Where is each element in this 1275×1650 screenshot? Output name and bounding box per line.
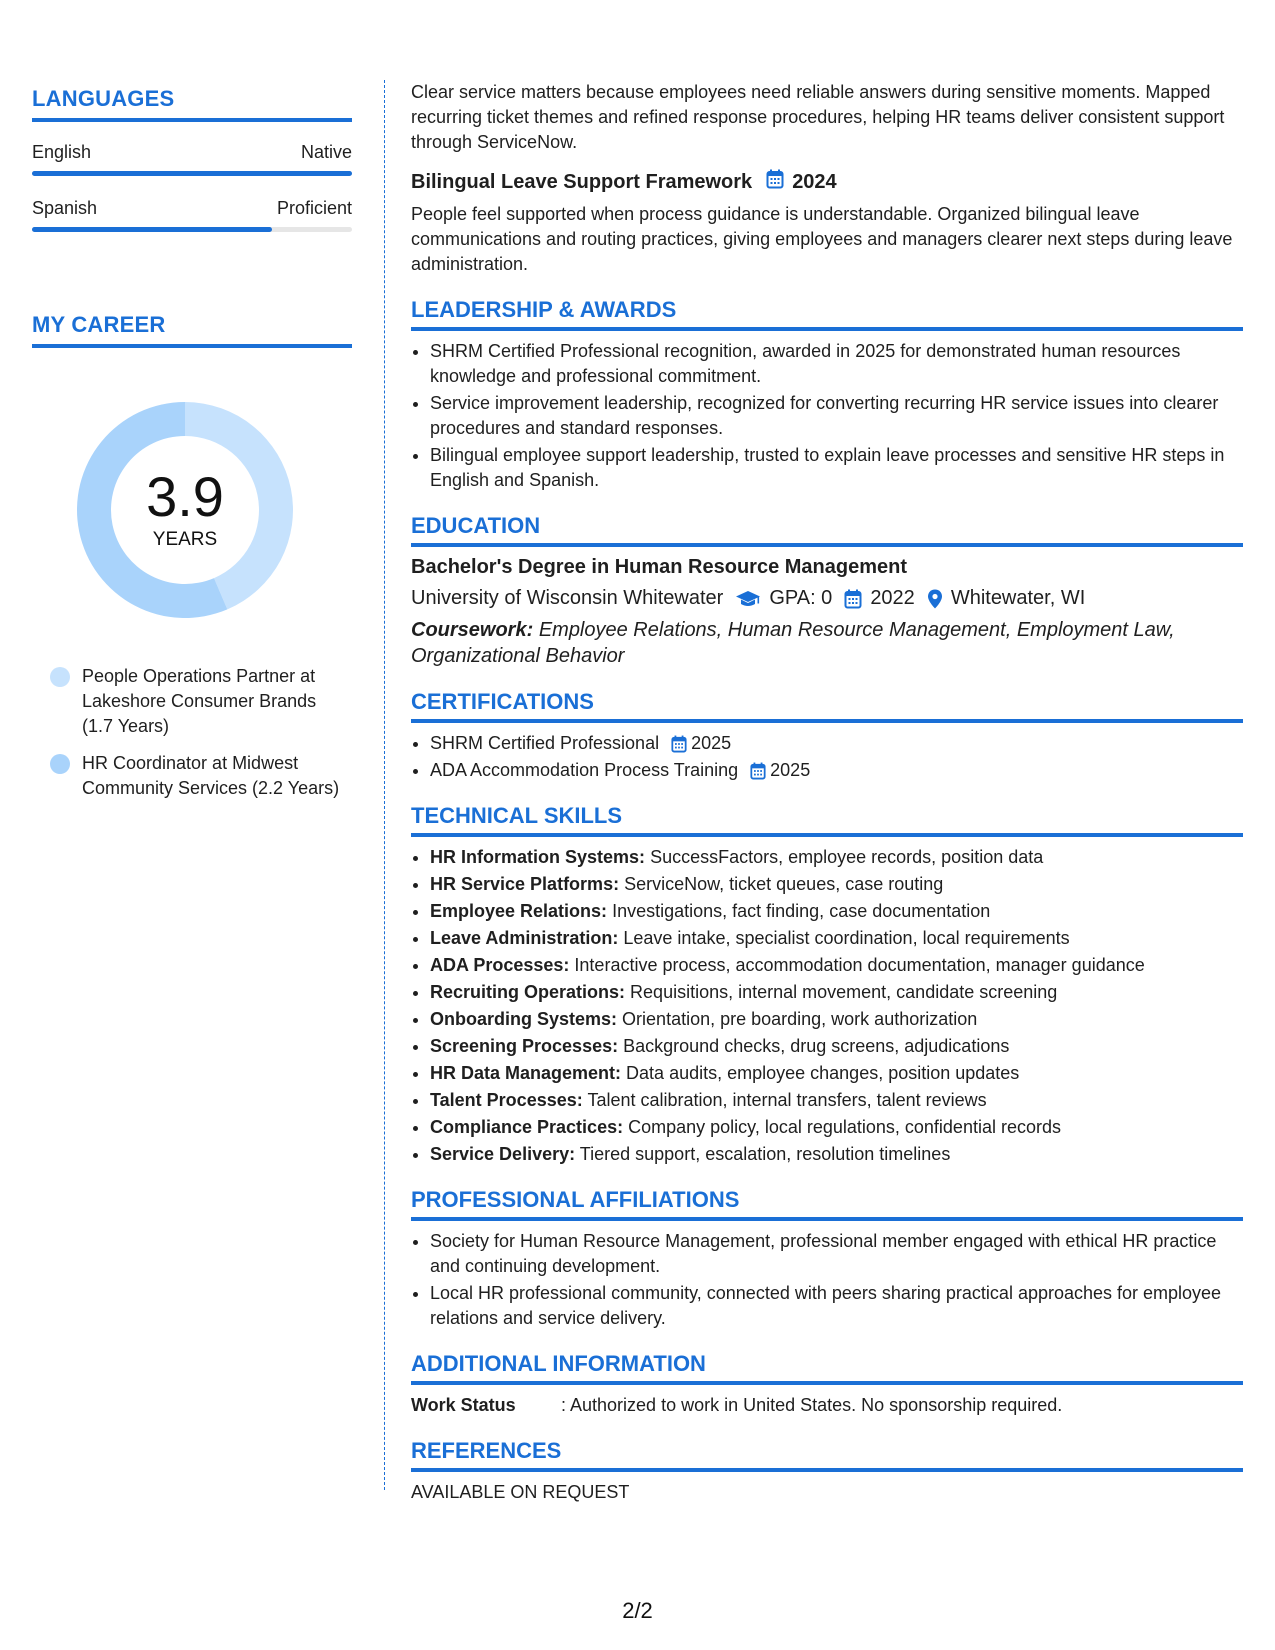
list-item — [430, 758, 1243, 783]
skill-item — [430, 1061, 1243, 1086]
skill-item — [430, 980, 1243, 1005]
legend-dot — [50, 754, 70, 774]
skill-label: Talent Processes: — [430, 1090, 583, 1110]
legend-label: HR Coordinator at Midwest Community Services (2.2 Years) — [82, 753, 340, 798]
skill-label: Employee Relations: — [430, 901, 608, 921]
language-level: Native — [300, 142, 352, 162]
skill-item — [430, 1115, 1243, 1140]
references-text: AVAILABLE ON REQUEST — [411, 1482, 630, 1502]
map-pin-icon — [927, 589, 943, 609]
legend-item — [50, 664, 352, 739]
skill-label: Screening Processes: — [430, 1036, 619, 1056]
list-item: • Service improvement leadership, recognized for converting recurring HR service issues into clearer procedures and standard responses. — [430, 391, 1243, 441]
language-item — [32, 198, 352, 232]
degree: Bachelor's Degree in Human Resource Management — [411, 556, 908, 578]
certification-name: • SHRM Certified Professional — [430, 733, 660, 753]
skill-value: Talent calibration, internal transfers, talent reviews — [587, 1090, 987, 1110]
language-proficiency-fill — [32, 227, 272, 232]
skill-item — [430, 1142, 1243, 1167]
list-item: • Local HR professional community, connected with peers sharing practical approaches for employee relations and service delivery. — [430, 1281, 1243, 1331]
leadership-title: LEADERSHIP & AWARDS — [411, 297, 1243, 331]
page-number: 2/2 — [622, 1598, 653, 1623]
education-title: EDUCATION — [411, 513, 1243, 547]
skill-item — [430, 1007, 1243, 1032]
calendar-icon — [750, 762, 766, 780]
languages-title: LANGUAGES — [32, 86, 352, 122]
certifications-title: CERTIFICATIONS — [411, 689, 1243, 723]
skill-item — [430, 1034, 1243, 1059]
project-title: Bilingual Leave Support Framework — [411, 171, 753, 193]
school-location: Whitewater, WI — [950, 587, 1086, 609]
project-intro: Clear service matters because employees need reliable answers during sensitive moments. Mapped recurring ticket themes and refined response procedures, helping HR teams deliver consistent support through ServiceNow. — [411, 82, 1225, 152]
skill-label: HR Data Management: — [430, 1063, 622, 1083]
certification-name: • ADA Accommodation Process Training — [430, 760, 739, 780]
career-unit: YEARS — [152, 529, 218, 550]
skill-item — [430, 845, 1243, 870]
coursework — [411, 617, 1243, 669]
skill-value: Interactive process, accommodation documentation, manager guidance — [574, 955, 1145, 975]
graduation-year: 2022 — [870, 587, 915, 609]
sidebar — [32, 86, 352, 813]
list-item: • Bilingual employee support leadership, trusted to explain leave processes and sensitive HR steps in English and Spanish. — [430, 443, 1243, 493]
skill-value: Leave intake, specialist coordination, local requirements — [623, 928, 1070, 948]
certification-year: 2025 — [770, 760, 811, 780]
skill-value: Tiered support, escalation, resolution timelines — [579, 1144, 951, 1164]
language-proficiency-bar — [32, 171, 352, 176]
work-status-value: : Authorized to work in United States. No sponsorship required. — [561, 1395, 1063, 1415]
gpa: GPA: 0 — [769, 587, 833, 609]
graduation-cap-icon — [735, 590, 761, 608]
list-item — [430, 731, 1243, 756]
career-legend — [32, 664, 352, 801]
certifications-list — [411, 731, 1243, 783]
leadership-list — [411, 339, 1243, 493]
coursework-label: Coursework: — [411, 619, 534, 641]
project-title-row — [411, 169, 1243, 196]
language-item — [32, 142, 352, 176]
education-details — [411, 586, 1243, 611]
skill-label: Compliance Practices: — [430, 1117, 624, 1137]
skill-label: Onboarding Systems: — [430, 1009, 618, 1029]
language-level: Proficient — [276, 198, 352, 218]
skill-label: Leave Administration: — [430, 928, 619, 948]
legend-item — [50, 751, 352, 801]
list-item: • SHRM Certified Professional recognition, awarded in 2025 for demonstrated human resources knowledge and professional commitment. — [430, 339, 1243, 389]
skill-value: Investigations, fact finding, case documentation — [612, 901, 991, 921]
skill-label: HR Service Platforms: — [430, 874, 620, 894]
skills-title: TECHNICAL SKILLS — [411, 803, 1243, 837]
affiliations-title: PROFESSIONAL AFFILIATIONS — [411, 1187, 1243, 1221]
language-name: English — [32, 142, 92, 162]
language-proficiency-fill — [32, 171, 352, 176]
calendar-icon — [671, 735, 687, 753]
references-title: REFERENCES — [411, 1438, 1243, 1472]
skill-value: Requisitions, internal movement, candidate screening — [630, 982, 1058, 1002]
career-donut-chart — [65, 390, 305, 630]
career-title: MY CAREER — [32, 312, 352, 348]
project-year: 2024 — [792, 171, 837, 193]
skill-value: SuccessFactors, employee records, position data — [650, 847, 1044, 867]
project-description: People feel supported when process guidance is understandable. Organized bilingual leave communications and routing practices, giving employees and managers clearer next steps during leave administration. — [411, 204, 1233, 274]
legend-dot — [50, 667, 70, 687]
skill-item — [430, 899, 1243, 924]
skill-label: HR Information Systems: — [430, 847, 646, 867]
certification-year: 2025 — [691, 733, 732, 753]
skill-item — [430, 872, 1243, 897]
legend-label: People Operations Partner at Lakeshore Consumer Brands (1.7 Years) — [82, 666, 317, 736]
work-status-label: Work Status — [411, 1395, 516, 1415]
affiliations-list — [411, 1229, 1243, 1331]
skills-list — [411, 845, 1243, 1167]
skill-value: Orientation, pre boarding, work authorization — [622, 1009, 978, 1029]
skill-item — [430, 926, 1243, 951]
calendar-icon — [844, 589, 862, 609]
work-status-row — [411, 1393, 1243, 1418]
list-item: • Society for Human Resource Management, professional member engaged with ethical HR practice and continuing development. — [430, 1229, 1243, 1279]
skill-item — [430, 953, 1243, 978]
skill-label: ADA Processes: — [430, 955, 570, 975]
additional-info-title: ADDITIONAL INFORMATION — [411, 1351, 1243, 1385]
language-proficiency-bar — [32, 227, 352, 232]
skill-item — [430, 1088, 1243, 1113]
calendar-icon — [766, 169, 784, 196]
skill-label: Service Delivery: — [430, 1144, 576, 1164]
column-divider — [384, 80, 385, 1490]
language-name: Spanish — [32, 198, 98, 218]
coursework-list: Employee Relations, Human Resource Management, Employment Law, Organizational Behavior — [411, 619, 1175, 667]
skill-label: Recruiting Operations: — [430, 982, 626, 1002]
school-name: University of Wisconsin Whitewater — [411, 587, 724, 609]
skill-value: Background checks, drug screens, adjudications — [623, 1036, 1010, 1056]
skill-value: ServiceNow, ticket queues, case routing — [624, 874, 944, 894]
skill-value: Company policy, local regulations, confidential records — [628, 1117, 1061, 1137]
main-content — [411, 80, 1243, 1505]
skill-value: Data audits, employee changes, position updates — [626, 1063, 1020, 1083]
career-total-years: 3.9 — [146, 465, 224, 528]
